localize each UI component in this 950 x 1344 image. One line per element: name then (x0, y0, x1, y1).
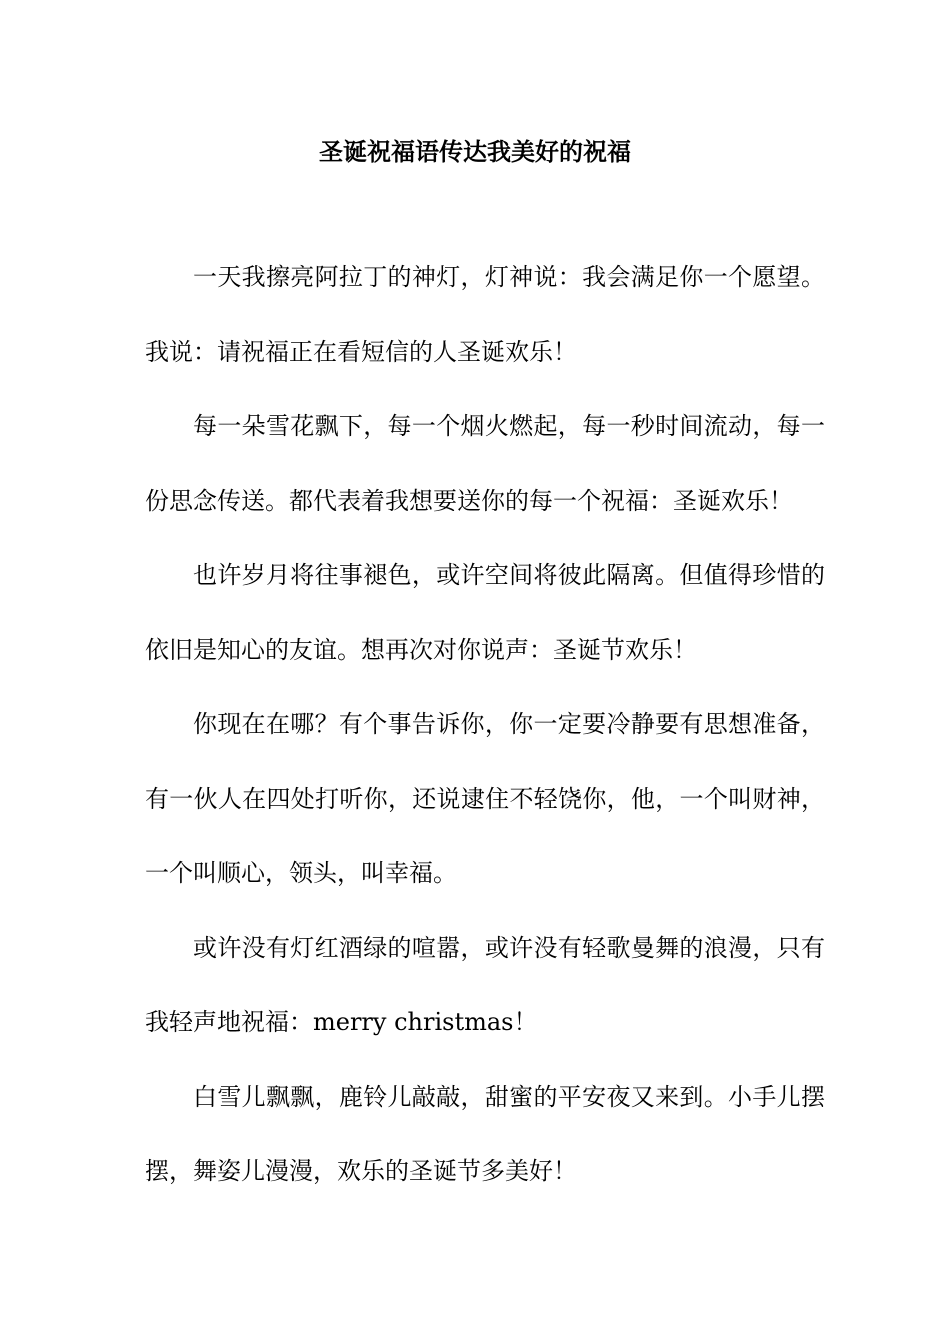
paragraph-4: 你现在在哪？有个事告诉你，你一定要冷静要有思想准备，有一伙人在四处打听你，还说逮住不轻饶你，他，一个叫财神，一个叫顺心，领头，叫幸福。 (145, 710, 825, 887)
paragraph-2: 每一朵雪花飘下，每一个烟火燃起，每一秒时间流动，每一份思念传送。都代表着我想要送你的每一个祝福：圣诞欢乐！ (145, 412, 825, 515)
document-body (145, 240, 825, 1209)
document-title: 圣诞祝福语传达我美好的祝福 (319, 137, 631, 166)
paragraph-3: 也许岁月将往事褪色，或许空间将彼此隔离。但值得珍惜的依旧是知心的友谊。想再次对你说声：圣诞节欢乐！ (145, 561, 825, 664)
paragraph-1: 一天我擦亮阿拉丁的神灯，灯神说：我会满足你一个愿望。我说：请祝福正在看短信的人圣诞欢乐！ (145, 263, 825, 366)
paragraph-6: 白雪儿飘飘，鹿铃儿敲敲，甜蜜的平安夜又来到。小手儿摆摆，舞姿儿漫漫，欢乐的圣诞节多美好！ (145, 1082, 825, 1185)
paragraph-5: 或许没有灯红酒绿的喧嚣，或许没有轻歌曼舞的浪漫，只有我轻声地祝福：merry christmas！ (145, 933, 825, 1036)
